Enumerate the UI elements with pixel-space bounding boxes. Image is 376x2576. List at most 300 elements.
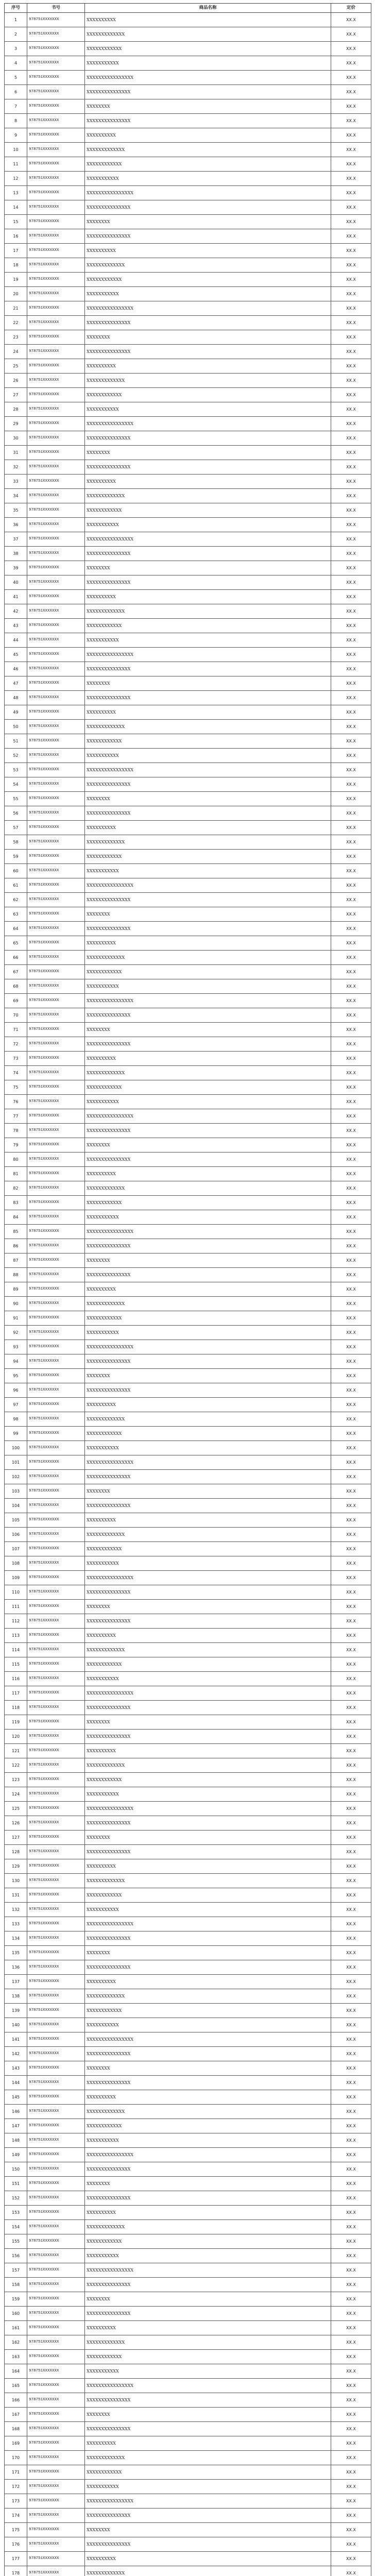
row-seq-cell: 164 [5, 2364, 27, 2379]
row-name-cell: XXXXXXXXXXXXXXXX [85, 1917, 331, 1931]
table-row [5, 2422, 371, 2436]
row-seq-cell: 152 [5, 2191, 27, 2206]
row-code-cell: 978751XXXXXXX [27, 777, 85, 792]
row-name-cell: XXXXXXXXXXXXXXX [85, 893, 331, 907]
row-seq-cell: 79 [5, 1138, 27, 1153]
table-row [5, 821, 371, 835]
row-name-cell: XXXXXXXXXX [85, 128, 331, 143]
row-name-cell: XXXXXXXXXXX [85, 1672, 331, 1686]
table-row [5, 1253, 371, 1268]
row-code-cell: 978751XXXXXXX [27, 85, 85, 99]
row-seq-cell: 171 [5, 2465, 27, 2480]
row-seq-cell: 26 [5, 374, 27, 388]
row-name-cell: XXXXXXXXXXXXXXX [85, 1008, 331, 1023]
row-name-cell: XXXXXXXXXX [85, 359, 331, 374]
row-code-cell: 978751XXXXXXX [27, 2321, 85, 2335]
row-code-cell: 978751XXXXXXX [27, 2552, 85, 2566]
table-row [5, 2537, 371, 2552]
table-row [5, 777, 371, 792]
row-code-cell: 978751XXXXXXX [27, 2364, 85, 2379]
row-price-cell: XX.X [331, 330, 371, 345]
row-seq-cell: 176 [5, 2537, 27, 2552]
row-price-cell: XX.X [331, 157, 371, 172]
row-code-cell: 978751XXXXXXX [27, 1052, 85, 1066]
row-seq-cell: 142 [5, 2047, 27, 2061]
row-price-cell: XX.X [331, 287, 371, 301]
row-name-cell: XXXXXXXXXX [85, 2552, 331, 2566]
row-name-cell: XXXXXXXXXX [85, 13, 331, 27]
table-row [5, 1383, 371, 1398]
row-code-cell: 978751XXXXXXX [27, 215, 85, 229]
row-code-cell: 978751XXXXXXX [27, 547, 85, 561]
row-price-cell: XX.X [331, 2133, 371, 2148]
row-code-cell: 978751XXXXXXX [27, 186, 85, 200]
row-price-cell: XX.X [331, 2119, 371, 2133]
row-seq-cell: 104 [5, 1499, 27, 1513]
table-row [5, 114, 371, 128]
table-row [5, 951, 371, 965]
row-seq-cell: 87 [5, 1253, 27, 1268]
row-code-cell: 978751XXXXXXX [27, 1441, 85, 1455]
row-code-cell: 978751XXXXXXX [27, 1874, 85, 1888]
table-row [5, 1124, 371, 1138]
row-price-cell: XX.X [331, 1614, 371, 1629]
table-row [5, 532, 371, 547]
row-name-cell: XXXXXXXXXX [85, 2321, 331, 2335]
row-price-cell: XX.X [331, 431, 371, 446]
row-code-cell: 978751XXXXXXX [27, 431, 85, 446]
table-row [5, 1831, 371, 1845]
table-row [5, 1975, 371, 1989]
row-name-cell: XXXXXXXXXX [85, 590, 331, 604]
row-name-cell: XXXXXXXXXXXXXXX [85, 1153, 331, 1167]
row-seq-cell: 8 [5, 114, 27, 128]
table-row [5, 1845, 371, 1859]
row-price-cell: XX.X [331, 1946, 371, 1960]
table-row [5, 2032, 371, 2047]
table-row [5, 2119, 371, 2133]
table-row [5, 446, 371, 460]
row-name-cell: XXXXXXXXXXXX [85, 619, 331, 633]
row-seq-cell: 166 [5, 2393, 27, 2408]
row-seq-cell: 84 [5, 1210, 27, 1225]
row-price-cell: XX.X [331, 2292, 371, 2307]
row-name-cell: XXXXXXXXXXXXXXX [85, 460, 331, 474]
table-row [5, 1542, 371, 1556]
row-price-cell: XX.X [331, 1629, 371, 1643]
row-name-cell: XXXXXXXX [85, 792, 331, 806]
row-price-cell: XX.X [331, 1109, 371, 1124]
row-code-cell: 978751XXXXXXX [27, 2292, 85, 2307]
row-price-cell: XX.X [331, 1672, 371, 1686]
row-code-cell: 978751XXXXXXX [27, 1153, 85, 1167]
row-name-cell: XXXXXXXXXXX [85, 979, 331, 994]
row-name-cell: XXXXXXXXXXXXXXX [85, 2191, 331, 2206]
table-row [5, 56, 371, 71]
row-price-cell: XX.X [331, 1859, 371, 1874]
row-seq-cell: 40 [5, 575, 27, 590]
row-name-cell: XXXXXXXXXXXXXXX [85, 1845, 331, 1859]
row-code-cell: 978751XXXXXXX [27, 330, 85, 345]
row-name-cell: XXXXXXXX [85, 2292, 331, 2307]
table-row [5, 1816, 371, 1831]
row-price-cell: XX.X [331, 2494, 371, 2509]
row-code-cell: 978751XXXXXXX [27, 792, 85, 806]
table-row [5, 2494, 371, 2509]
table-row [5, 1528, 371, 1542]
table-row [5, 1066, 371, 1080]
row-seq-cell: 69 [5, 994, 27, 1008]
row-seq-cell: 42 [5, 604, 27, 619]
row-name-cell: XXXXXXXXXXX [85, 864, 331, 878]
row-price-cell: XX.X [331, 1499, 371, 1513]
table-row [5, 2206, 371, 2220]
row-seq-cell: 146 [5, 2105, 27, 2119]
row-seq-cell: 97 [5, 1398, 27, 1412]
row-price-cell: XX.X [331, 1225, 371, 1239]
row-price-cell: XX.X [331, 258, 371, 273]
row-seq-cell: 82 [5, 1181, 27, 1196]
table-row [5, 1181, 371, 1196]
row-price-cell: XX.X [331, 374, 371, 388]
table-row [5, 648, 371, 662]
row-name-cell: XXXXXXXXXXXX [85, 1427, 331, 1441]
row-code-cell: 978751XXXXXXX [27, 1210, 85, 1225]
row-price-cell: XX.X [331, 1845, 371, 1859]
table-row [5, 345, 371, 359]
row-seq-cell: 167 [5, 2408, 27, 2422]
row-price-cell: XX.X [331, 1816, 371, 1831]
row-name-cell: XXXXXXXXXXXXXXXX [85, 1686, 331, 1701]
row-price-cell: XX.X [331, 1513, 371, 1528]
row-code-cell: 978751XXXXXXX [27, 1542, 85, 1556]
row-name-cell: XXXXXXXXXXXXXXXX [85, 1225, 331, 1239]
row-name-cell: XXXXXXXXXXXXX [85, 1181, 331, 1196]
table-row [5, 734, 371, 749]
column-header-price: 定价 [331, 4, 371, 13]
row-price-cell: XX.X [331, 503, 371, 518]
table-row [5, 2379, 371, 2393]
row-price-cell: XX.X [331, 1600, 371, 1614]
row-name-cell: XXXXXXXXXXXXXXXX [85, 994, 331, 1008]
row-seq-cell: 5 [5, 71, 27, 85]
row-name-cell: XXXXXXXXXXX [85, 287, 331, 301]
row-price-cell: XX.X [331, 85, 371, 99]
row-seq-cell: 110 [5, 1585, 27, 1600]
row-name-cell: XXXXXXXXXX [85, 705, 331, 720]
row-price-cell: XX.X [331, 2480, 371, 2494]
table-row [5, 1686, 371, 1701]
table-row [5, 42, 371, 56]
row-name-cell: XXXXXXXXXXX [85, 56, 331, 71]
row-price-cell: XX.X [331, 835, 371, 850]
row-price-cell: XX.X [331, 2307, 371, 2321]
row-price-cell: XX.X [331, 893, 371, 907]
row-price-cell: XX.X [331, 1787, 371, 1802]
row-code-cell: 978751XXXXXXX [27, 1787, 85, 1802]
row-name-cell: XXXXXXXX [85, 1484, 331, 1499]
row-price-cell: XX.X [331, 273, 371, 287]
table-row [5, 1773, 371, 1787]
row-code-cell: 978751XXXXXXX [27, 99, 85, 114]
row-seq-cell: 25 [5, 359, 27, 374]
row-code-cell: 978751XXXXXXX [27, 835, 85, 850]
row-name-cell: XXXXXXXX [85, 1946, 331, 1960]
row-seq-cell: 128 [5, 1845, 27, 1859]
row-code-cell: 978751XXXXXXX [27, 676, 85, 691]
table-row [5, 907, 371, 922]
row-code-cell: 978751XXXXXXX [27, 1326, 85, 1340]
row-name-cell: XXXXXXXXXXXXX [85, 1066, 331, 1080]
row-name-cell: XXXXXXXXXXXXXXX [85, 1701, 331, 1715]
row-seq-cell: 130 [5, 1874, 27, 1888]
table-row [5, 2307, 371, 2321]
row-name-cell: XXXXXXXXXXXXXXX [85, 2509, 331, 2523]
row-price-cell: XX.X [331, 720, 371, 734]
row-name-cell: XXXXXXXXXXXXXXX [85, 316, 331, 330]
row-seq-cell: 88 [5, 1268, 27, 1282]
row-code-cell: 978751XXXXXXX [27, 42, 85, 56]
row-price-cell: XX.X [331, 417, 371, 431]
row-price-cell: XX.X [331, 128, 371, 143]
row-price-cell: XX.X [331, 979, 371, 994]
row-name-cell: XXXXXXXXXXX [85, 2480, 331, 2494]
table-row [5, 1037, 371, 1052]
row-name-cell: XXXXXXXX [85, 330, 331, 345]
row-seq-cell: 46 [5, 662, 27, 676]
row-seq-cell: 22 [5, 316, 27, 330]
row-name-cell: XXXXXXXX [85, 1715, 331, 1730]
row-seq-cell: 57 [5, 821, 27, 835]
row-name-cell: XXXXXXXXXX [85, 2090, 331, 2105]
table-row [5, 561, 371, 575]
table-row [5, 287, 371, 301]
row-price-cell: XX.X [331, 1383, 371, 1398]
row-name-cell: XXXXXXXXXXXXXXXX [85, 186, 331, 200]
row-name-cell: XXXXXXXX [85, 2061, 331, 2076]
row-name-cell: XXXXXXXXXXX [85, 1787, 331, 1802]
row-name-cell: XXXXXXXXXXXXX [85, 143, 331, 157]
row-code-cell: 978751XXXXXXX [27, 2249, 85, 2263]
row-seq-cell: 172 [5, 2480, 27, 2494]
table-row [5, 200, 371, 215]
column-header-seq: 序号 [5, 4, 27, 13]
table-row [5, 1787, 371, 1802]
table-row [5, 1167, 371, 1181]
row-price-cell: XX.X [331, 792, 371, 806]
table-row [5, 2061, 371, 2076]
row-name-cell: XXXXXXXXXXXXXXX [85, 2537, 331, 2552]
row-seq-cell: 165 [5, 2379, 27, 2393]
table-row [5, 575, 371, 590]
table-row [5, 2076, 371, 2090]
table-row [5, 2004, 371, 2018]
row-seq-cell: 31 [5, 446, 27, 460]
row-code-cell: 978751XXXXXXX [27, 2422, 85, 2436]
row-price-cell: XX.X [331, 2206, 371, 2220]
row-price-cell: XX.X [331, 2278, 371, 2292]
row-code-cell: 978751XXXXXXX [27, 1225, 85, 1239]
row-code-cell: 978751XXXXXXX [27, 604, 85, 619]
table-row [5, 1888, 371, 1903]
row-price-cell: XX.X [331, 2422, 371, 2436]
row-code-cell: 978751XXXXXXX [27, 2148, 85, 2162]
row-price-cell: XX.X [331, 186, 371, 200]
row-seq-cell: 126 [5, 1816, 27, 1831]
row-price-cell: XX.X [331, 1354, 371, 1369]
table-row [5, 2177, 371, 2191]
table-row [5, 27, 371, 42]
table-row [5, 2436, 371, 2451]
row-code-cell: 978751XXXXXXX [27, 13, 85, 27]
row-code-cell: 978751XXXXXXX [27, 2523, 85, 2537]
table-row [5, 1758, 371, 1773]
table-row [5, 1311, 371, 1326]
row-code-cell: 978751XXXXXXX [27, 1859, 85, 1874]
row-seq-cell: 132 [5, 1903, 27, 1917]
row-code-cell: 978751XXXXXXX [27, 763, 85, 777]
row-seq-cell: 65 [5, 936, 27, 951]
table-row [5, 2278, 371, 2292]
row-price-cell: XX.X [331, 2537, 371, 2552]
row-name-cell: XXXXXXXXXXXXXXX [85, 1354, 331, 1369]
row-price-cell: XX.X [331, 864, 371, 878]
row-price-cell: XX.X [331, 402, 371, 417]
row-seq-cell: 78 [5, 1124, 27, 1138]
row-code-cell: 978751XXXXXXX [27, 1556, 85, 1571]
row-code-cell: 978751XXXXXXX [27, 1831, 85, 1845]
row-name-cell: XXXXXXXXXXXXXXX [85, 1585, 331, 1600]
row-seq-cell: 32 [5, 460, 27, 474]
row-code-cell: 978751XXXXXXX [27, 1066, 85, 1080]
row-code-cell: 978751XXXXXXX [27, 1398, 85, 1412]
row-name-cell: XXXXXXXXXXXXXXX [85, 1730, 331, 1744]
row-code-cell: 978751XXXXXXX [27, 2263, 85, 2278]
row-name-cell: XXXXXXXXXXXXX [85, 2335, 331, 2350]
row-seq-cell: 81 [5, 1167, 27, 1181]
row-name-cell: XXXXXXXXXXXXXXX [85, 1268, 331, 1282]
row-code-cell: 978751XXXXXXX [27, 648, 85, 662]
row-code-cell: 978751XXXXXXX [27, 200, 85, 215]
row-code-cell: 978751XXXXXXX [27, 56, 85, 71]
row-code-cell: 978751XXXXXXX [27, 936, 85, 951]
table-row [5, 258, 371, 273]
row-seq-cell: 163 [5, 2350, 27, 2364]
row-seq-cell: 59 [5, 850, 27, 864]
row-code-cell: 978751XXXXXXX [27, 1585, 85, 1600]
row-code-cell: 978751XXXXXXX [27, 402, 85, 417]
row-seq-cell: 108 [5, 1556, 27, 1571]
row-code-cell: 978751XXXXXXX [27, 2278, 85, 2292]
table-row [5, 893, 371, 907]
row-code-cell: 978751XXXXXXX [27, 878, 85, 893]
row-price-cell: XX.X [331, 532, 371, 547]
row-seq-cell: 45 [5, 648, 27, 662]
row-name-cell: XXXXXXXXXXXX [85, 1311, 331, 1326]
row-seq-cell: 150 [5, 2162, 27, 2177]
row-name-cell: XXXXXXXXXX [85, 2206, 331, 2220]
row-code-cell: 978751XXXXXXX [27, 301, 85, 316]
row-price-cell: XX.X [331, 1124, 371, 1138]
row-code-cell: 978751XXXXXXX [27, 417, 85, 431]
table-row [5, 2335, 371, 2350]
row-price-cell: XX.X [331, 2552, 371, 2566]
row-name-cell: XXXXXXXXXXX [85, 1441, 331, 1455]
table-row [5, 1614, 371, 1629]
row-seq-cell: 30 [5, 431, 27, 446]
row-price-cell: XX.X [331, 806, 371, 821]
row-seq-cell: 173 [5, 2494, 27, 2509]
row-name-cell: XXXXXXXXXX [85, 1975, 331, 1989]
table-row [5, 1802, 371, 1816]
row-code-cell: 978751XXXXXXX [27, 374, 85, 388]
table-row [5, 431, 371, 446]
table-row [5, 1052, 371, 1066]
row-seq-cell: 10 [5, 143, 27, 157]
row-code-cell: 978751XXXXXXX [27, 503, 85, 518]
table-row [5, 2105, 371, 2119]
row-name-cell: XXXXXXXXXXXXXXX [85, 777, 331, 792]
row-name-cell: XXXXXXXXXXXXXXX [85, 922, 331, 936]
row-seq-cell: 99 [5, 1427, 27, 1441]
row-name-cell: XXXXXXXX [85, 2408, 331, 2422]
row-code-cell: 978751XXXXXXX [27, 287, 85, 301]
row-code-cell: 978751XXXXXXX [27, 633, 85, 648]
row-price-cell: XX.X [331, 229, 371, 244]
row-code-cell: 978751XXXXXXX [27, 691, 85, 705]
row-seq-cell: 170 [5, 2451, 27, 2465]
row-code-cell: 978751XXXXXXX [27, 1571, 85, 1585]
table-row [5, 1556, 371, 1571]
row-seq-cell: 141 [5, 2032, 27, 2047]
table-row [5, 806, 371, 821]
table-row [5, 633, 371, 648]
table-row [5, 1903, 371, 1917]
row-price-cell: XX.X [331, 1701, 371, 1715]
row-price-cell: XX.X [331, 1153, 371, 1167]
row-price-cell: XX.X [331, 561, 371, 575]
row-seq-cell: 9 [5, 128, 27, 143]
row-code-cell: 978751XXXXXXX [27, 1600, 85, 1614]
row-code-cell: 978751XXXXXXX [27, 1931, 85, 1946]
row-code-cell: 978751XXXXXXX [27, 359, 85, 374]
row-price-cell: XX.X [331, 1888, 371, 1903]
row-code-cell: 978751XXXXXXX [27, 460, 85, 474]
row-name-cell: XXXXXXXXXXXXX [85, 1412, 331, 1427]
row-name-cell: XXXXXXXX [85, 1023, 331, 1037]
row-name-cell: XXXXXXXXXXXXXXXX [85, 2379, 331, 2393]
row-seq-cell: 29 [5, 417, 27, 431]
column-header-code: 书号 [27, 4, 85, 13]
row-name-cell: XXXXXXXXXXXXXXXX [85, 2148, 331, 2162]
row-seq-cell: 83 [5, 1196, 27, 1210]
table-row [5, 1874, 371, 1888]
row-price-cell: XX.X [331, 2090, 371, 2105]
row-seq-cell: 160 [5, 2307, 27, 2321]
row-code-cell: 978751XXXXXXX [27, 893, 85, 907]
row-seq-cell: 105 [5, 1513, 27, 1528]
row-code-cell: 978751XXXXXXX [27, 1282, 85, 1297]
row-seq-cell: 122 [5, 1758, 27, 1773]
row-seq-cell: 102 [5, 1470, 27, 1484]
row-code-cell: 978751XXXXXXX [27, 1614, 85, 1629]
row-name-cell: XXXXXXXXXXX [85, 1326, 331, 1340]
table-row [5, 590, 371, 604]
row-seq-cell: 91 [5, 1311, 27, 1326]
row-price-cell: XX.X [331, 1167, 371, 1181]
row-seq-cell: 80 [5, 1153, 27, 1167]
table-row [5, 2249, 371, 2263]
